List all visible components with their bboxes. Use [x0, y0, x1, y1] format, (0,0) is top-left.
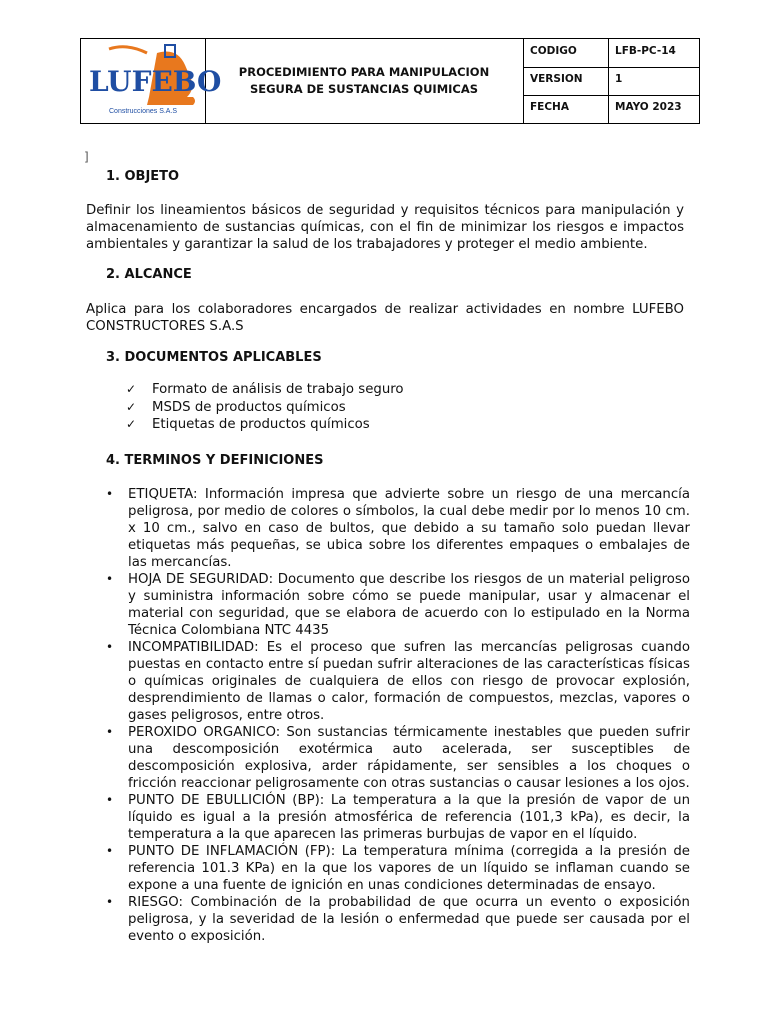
meta-key: VERSION: [524, 67, 609, 95]
document-meta: [524, 39, 699, 123]
list-item: ✓ MSDS de productos químicos: [126, 399, 346, 415]
logo-wordmark: LUFEBO: [89, 65, 222, 98]
document-header-table: [80, 38, 700, 124]
list-item: ✓ Etiquetas de productos químicos: [126, 417, 370, 433]
definition-item: • ETIQUETA: Información impresa que advierte sobre un riesgo de una mercancía peligrosa, por medio de colores o símbolos, la cual debe medir por lo menos 10 cm. x 10 cm., salvo en caso de bultos, que debido a su tamaño solo puedan llevar etiquetas más pequeñas, se ubica sobre los diferentes empaques o embalajes de las mercancías.: [106, 487, 690, 570]
document-title: PROCEDIMIENTO PARA MANIPULACION SEGURA DE SUSTANCIAS QUIMICAS: [205, 39, 524, 123]
meta-row-version: [524, 67, 699, 96]
meta-row-codigo: [524, 39, 699, 68]
definition-item: • RIESGO: Combinación de la probabilidad de que ocurra un evento o exposición peligrosa, y la severidad de la lesión o enfermedad que puede ser causada por el evento o exposición.: [106, 895, 690, 944]
documentos-list: [126, 381, 404, 434]
bullet-icon: •: [106, 487, 114, 501]
section-heading-objeto: 1. OBJETO: [106, 169, 180, 184]
section-heading-documentos: 3. DOCUMENTOS APLICABLES: [106, 350, 322, 365]
checkmark-icon: ✓: [126, 417, 137, 432]
meta-row-fecha: [524, 95, 699, 123]
meta-value: MAYO 2023: [615, 101, 682, 113]
definition-item: • PUNTO DE INFLAMACIÓN (FP): La temperatura mínima (corregida a la presión de referencia 101.3 KPa) en la que los vapores de un líquido se inflaman cuando se expone a una fuente de ignición en unas condiciones determinadas de ensayo.: [106, 844, 690, 893]
meta-value: 1: [615, 73, 623, 85]
checkmark-icon: ✓: [126, 399, 137, 414]
logo-cell: [81, 39, 222, 123]
definitions-list: [104, 486, 690, 945]
logo-base-shape: [147, 97, 195, 105]
section-heading-alcance: 2. ALCANCE: [106, 267, 192, 282]
company-logo: [87, 43, 222, 119]
bullet-icon: •: [106, 793, 114, 807]
bullet-icon: •: [106, 640, 114, 654]
logo-arc: [109, 47, 147, 53]
meta-value: LFB-PC-14: [615, 45, 676, 57]
checkmark-icon: ✓: [126, 382, 137, 397]
definition-item: • PUNTO DE EBULLICIÓN (BP): La temperatura a la que la presión de vapor de un líquido es igual a la presión atmosférica de referencia (101,3 kPa), es decir, la temperatura a la que aparecen las primeras burbujas de vapor en el líquido.: [106, 793, 690, 842]
bullet-icon: •: [106, 844, 114, 858]
list-item: ✓ Formato de análisis de trabajo seguro: [126, 382, 404, 398]
definition-item: • HOJA DE SEGURIDAD: Documento que describe los riesgos de un material peligroso y suministra información sobre cómo se puede manipular, usar y almacenar el material con seguridad, que se elabora de acuerdo con lo estipulado en la Norma Técnica Colombiana NTC 4435: [106, 572, 690, 638]
objeto-paragraph: Definir los lineamientos básicos de seguridad y requisitos técnicos para manipulación y almacenamiento de sustancias químicas, con el fin de minimizar los riesgos e impactos ambientales y garantizar la salud de los trabajadores y proteger el medio ambiente.: [86, 203, 684, 252]
section-heading-terminos: 4. TERMINOS Y DEFINICIONES: [106, 453, 324, 468]
definition-item: • INCOMPATIBILIDAD: Es el proceso que sufren las mercancías peligrosas cuando puestas en contacto entre sí puedan sufrir alteraciones de las características físicas o químicas originales de cualquiera de ellos con riesgo de provocar explosión, desprendimiento de llamas o calor, formación de compuestos, mezclas, vapores o gases peligrosos, entre otros.: [106, 640, 690, 723]
bullet-icon: •: [106, 895, 114, 909]
text-cursor-mark: ]: [84, 150, 89, 164]
definition-item: • PEROXIDO ORGANICO: Son sustancias térmicamente inestables que pueden sufrir una descomposición exotérmica auto acelerada, ser susceptibles de descomposición explosiva, arder rápidamente, ser sensibles a los choques o fricción reaccionar peligrosamente con otras sustancias o causar lesiones a los ojos.: [106, 725, 690, 791]
meta-key: CODIGO: [524, 39, 609, 67]
bullet-icon: •: [106, 725, 114, 739]
meta-key: FECHA: [524, 95, 609, 123]
logo-subtext: Construcciones S.A.S: [109, 108, 178, 115]
alcance-paragraph: Aplica para los colaboradores encargados de realizar actividades en nombre LUFEBO CONSTRUCTORES S.A.S: [86, 302, 684, 334]
bullet-icon: •: [106, 572, 114, 586]
